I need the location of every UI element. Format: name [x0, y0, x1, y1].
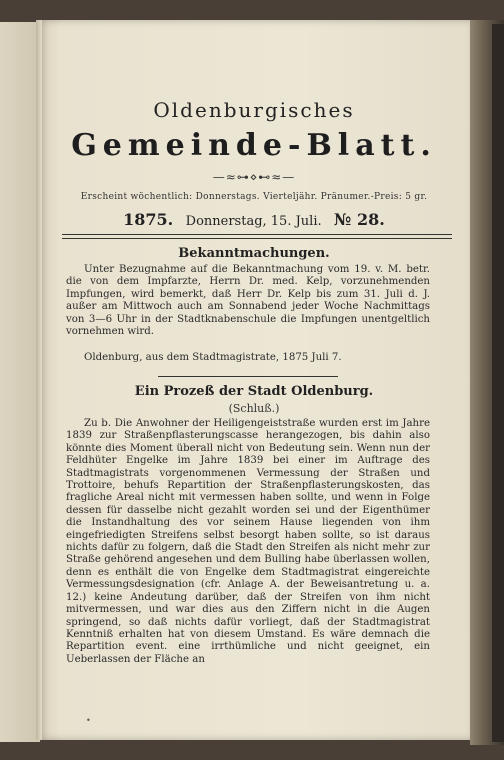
book-spine-shadow	[492, 24, 504, 742]
article-body: Zu b. Die Anwohner der Heiligengeiststraße wurden erst im Jahre 1839 zur Straßenpflasterungscasse herangezogen, bis dahin also könnte dies Moment überall nicht von Bedeutung sein. Wenn nun der Feldhüter Engelke im Jahre 1839 bei einer im Auftrage des Stadtmagistrats vorgenommenen Vermessung der Straßen und Trottoire, behufs Repartition der Straßenpflasterungskosten, das fragliche Areal nicht mit vermessen haben sollte, und wenn in Folge dessen für dasselbe nicht gezahlt worden sei und der Eigenthümer die Instandhaltung des vor seinem Hause liegenden von ihm eingefriedigten Streifens selbst besorgt haben sollte, so ist daraus nichts dafür zu folgern, daß die Stadt den Streifen als nicht mehr zur Straße gehörend angesehen und dem Bulling habe überlassen wollen, denn es enthält die von Engelke dem Stadtmagistrat eingereichte Vermessungsdesignation (cfr. Anlage A. der Beweisantretung u. a. 12.) keine Andeutung darüber, daß der Streifen von ihm nicht mitvermessen, und war dies aus den Ziffern nicht in die Augen springend, so daß nichts dafür vorliegt, daß der Stadtmagistrat Kenntniß erhalten hat von diesem Umstand. Es wäre demnach die Repartition event. eine irrthümliche und nicht geeignet, ein Ueberlassen der Fläche an	[66, 418, 430, 665]
notice-body: Unter Bezugnahme auf die Bekanntmachung vom 19. v. M. betr. die von dem Impfarzte, Herrn Dr. med. Kelp, vorzunehmenden Impfungen, wird bemerkt, daß Herr Dr. Kelp bis zum 31. Juli d. J. außer am Mittwoch auch am Sonnabend jeder Woche Nachmittags von 3—6 Uhr in der Stadtknabenschule die Impfungen unentgeltlich vornehmen wird.	[66, 264, 430, 338]
masthead-ornament: —≈⊶⋄⊷≈—	[212, 170, 296, 184]
newspaper-page	[38, 20, 470, 740]
binding-gutter	[36, 20, 42, 740]
publication-info: Erscheint wöchentlich: Donnerstags. Vierteljähr. Pränumer.-Preis: 5 gr.	[80, 192, 428, 202]
issue-number: № 28.	[334, 210, 385, 229]
header-rule	[62, 234, 452, 235]
left-page-edge	[0, 22, 40, 742]
article-subheading: (Schluß.)	[228, 402, 280, 415]
section-divider	[158, 376, 338, 377]
header-rule-thin	[62, 238, 452, 239]
issue-date: Donnerstag, 15. Juli.	[185, 214, 322, 229]
article-heading: Ein Prozeß der Stadt Oldenburg.	[134, 384, 374, 399]
issue-year: 1875.	[123, 210, 174, 229]
notice-signoff: Oldenburg, aus dem Stadtmagistrate, 1875 Juli 7.	[84, 352, 342, 363]
masthead-line1: Oldenburgisches	[153, 98, 355, 122]
notice-heading: Bekanntmachungen.	[178, 246, 330, 261]
issue-dateline	[38, 210, 470, 229]
page-mark: •	[86, 716, 91, 725]
masthead-title: Gemeinde-Blatt.	[71, 128, 437, 163]
